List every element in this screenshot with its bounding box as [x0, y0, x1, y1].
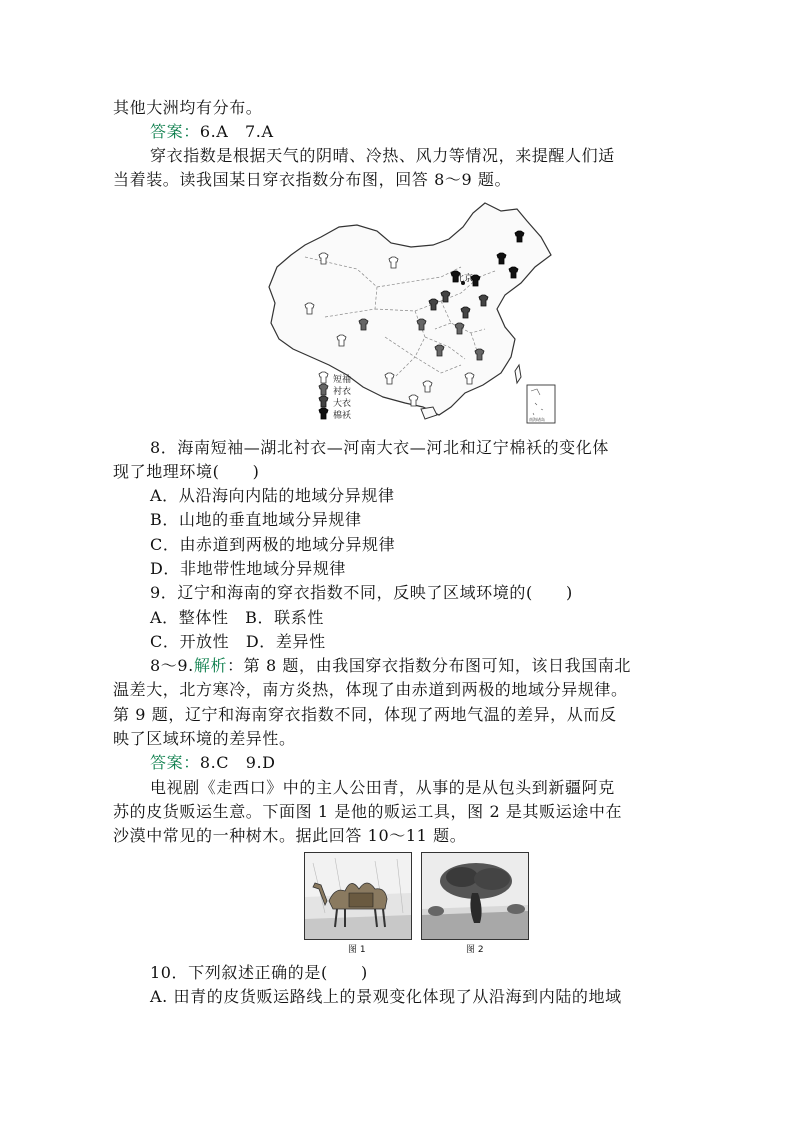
desert-tree-image	[422, 853, 528, 939]
option-8d: D．非地带性地域分异规律	[150, 559, 347, 578]
intro-line-1: 穿衣指数是根据天气的阴晴、冷热、风力等情况，来提醒人们适	[150, 146, 615, 165]
passage-line-3: 沙漠中常见的一种树木。据此回答 10～11 题。	[113, 826, 467, 845]
legend-shirt-icon	[319, 384, 328, 395]
answer-8-9	[150, 751, 276, 775]
question-8-line-1: 8．海南短袖—湖北衬衣—河南大衣—河北和辽宁棉袄的变化体	[150, 438, 609, 457]
explanation-label: 解析	[193, 656, 228, 675]
legend-label: 衬衣	[333, 387, 352, 397]
option-10a: A. 田青的皮货贩运路线上的景观变化体现了从沿海到内陆的地域	[150, 987, 622, 1006]
legend-label: 短袖	[333, 375, 352, 385]
text-line: 其他大洲均有分布。	[113, 98, 263, 117]
answer-6-7	[150, 120, 274, 144]
explanation-line-2: 温差大，北方寒冷，南方炎热，体现了由赤道到两极的地域分异规律。	[113, 680, 628, 699]
answer-label: 答案：	[150, 753, 200, 772]
passage-line-2: 苏的皮货贩运生意。下面图 1 是他的贩运工具，图 2 是其贩运途中在	[113, 802, 623, 821]
question-10: 10．下列叙述正确的是( )	[150, 963, 368, 982]
figure-2-tree-photo	[421, 852, 529, 940]
south-china-sea-inset	[527, 385, 555, 423]
question-9: 9．辽宁和海南的穿衣指数不同，反映了区域环境的( )	[150, 583, 573, 602]
explanation-line-1	[150, 654, 631, 678]
legend-coat-icon	[319, 396, 328, 407]
option-8a: A．从沿海向内陆的地域分异规律	[150, 486, 395, 505]
beijing-label: 北京	[455, 274, 474, 284]
explanation-line-4: 映了区域环境的差异性。	[113, 729, 296, 748]
answer-value: 6.A 7.A	[199, 122, 274, 141]
explanation-prefix: 8～9.	[150, 656, 194, 675]
inset-label: 南海诸岛	[529, 417, 545, 422]
camel-image	[305, 853, 411, 939]
legend-label: 大衣	[333, 399, 352, 409]
question-8-line-2: 现了地理环境( )	[113, 462, 260, 481]
taiwan-island	[515, 365, 521, 383]
figure-1-camel-photo	[304, 852, 412, 940]
figure-2-caption: 图 2	[466, 945, 484, 955]
map-legend	[319, 372, 351, 421]
passage-line-1: 电视剧《走西口》中的主人公田青，从事的是从包头到新疆阿克	[150, 778, 615, 797]
legend-short-sleeve-icon	[319, 372, 328, 383]
options-9-ab: A．整体性 B．联系性	[150, 608, 324, 627]
legend-label: 棉袄	[333, 411, 352, 421]
explanation-line-3: 第 9 题，辽宁和海南穿衣指数不同，体现了两地气温的差异，从而反	[113, 705, 617, 724]
option-8b: B．山地的垂直地域分异规律	[150, 510, 362, 529]
options-9-cd: C．开放性 D．差异性	[150, 632, 326, 651]
china-clothing-index-map	[265, 197, 557, 425]
answer-label: 答案：	[150, 122, 200, 141]
explanation-text: ：第 8 题，由我国穿衣指数分布图可知，该日我国南北	[227, 656, 632, 675]
figure-1-caption: 图 1	[348, 945, 366, 955]
answer-value: 8.C 9.D	[199, 753, 276, 772]
legend-padded-jacket-icon	[319, 408, 328, 419]
intro-line-2: 当着装。读我国某日穿衣指数分布图，回答 8～9 题。	[113, 170, 512, 189]
option-8c: C．由赤道到两极的地域分异规律	[150, 535, 396, 554]
